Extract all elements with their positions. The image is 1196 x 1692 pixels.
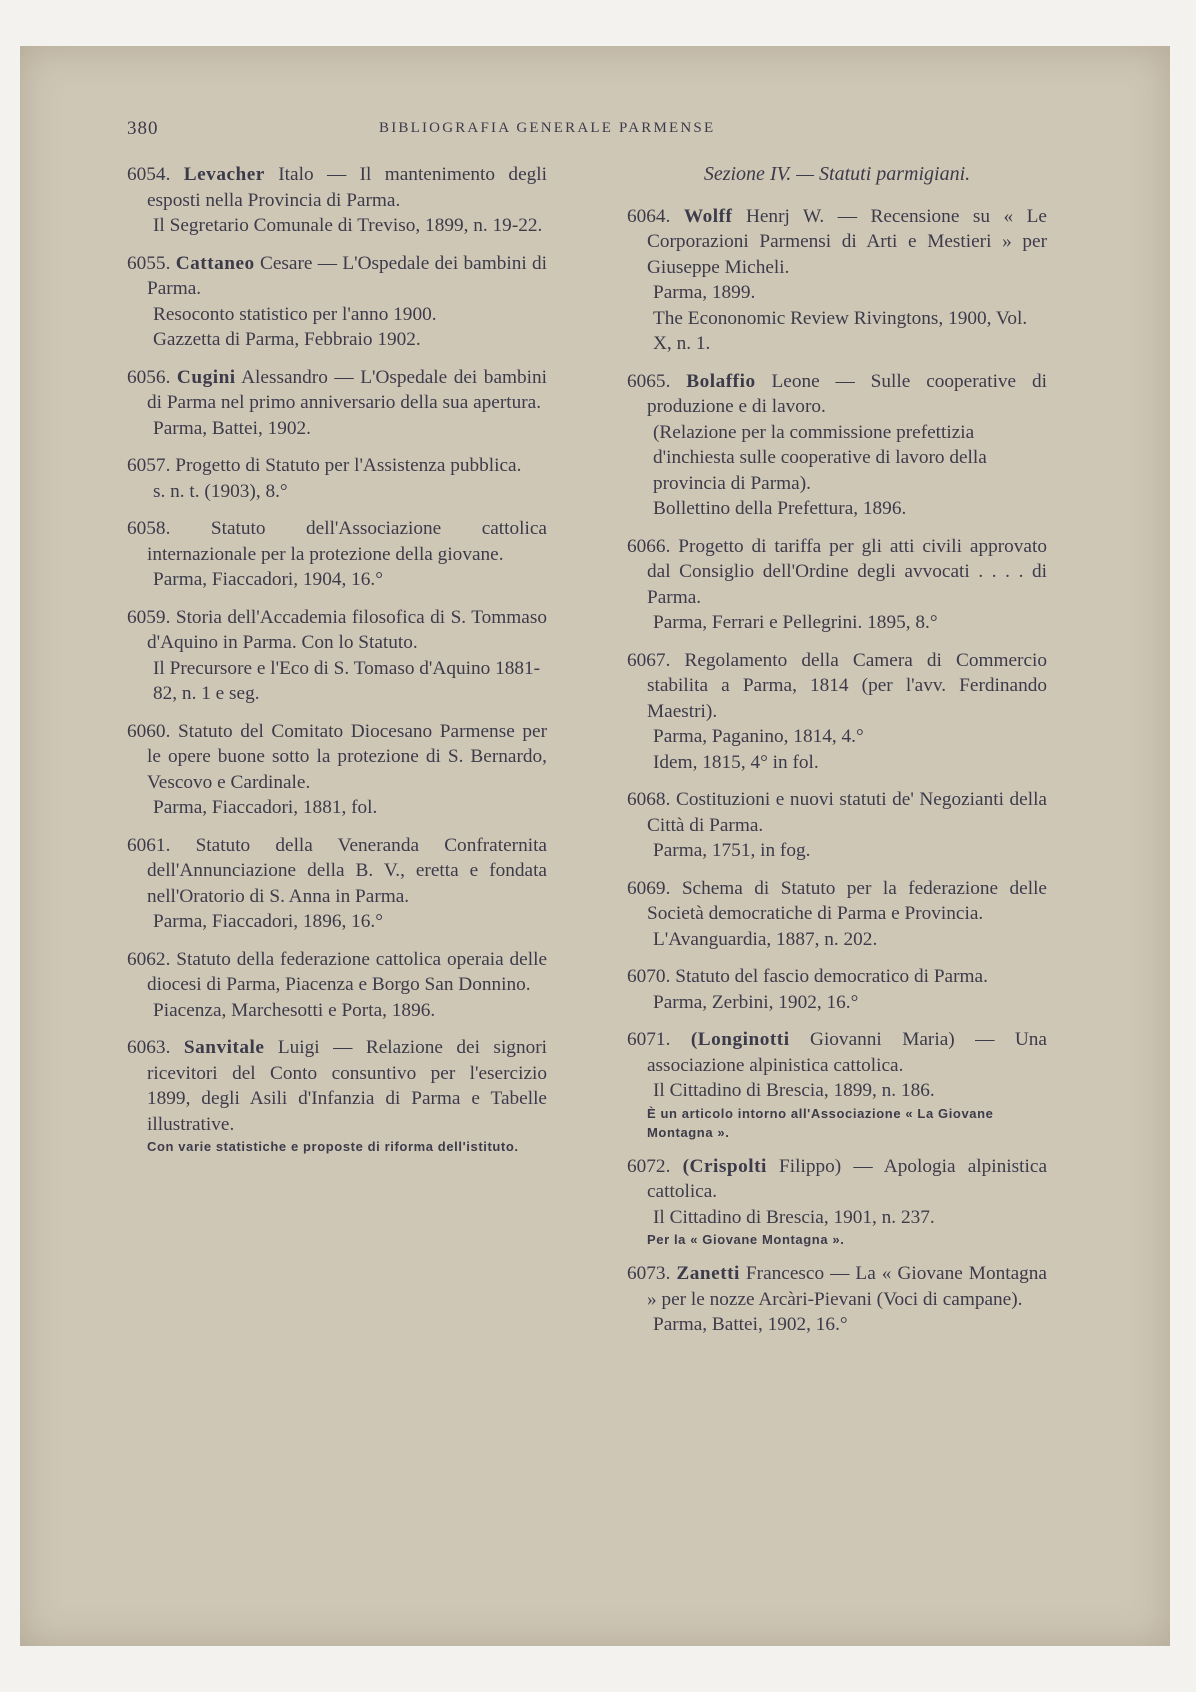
bib-entry	[127, 365, 547, 442]
entry-number: 6062.	[127, 948, 171, 970]
entry-publication: Parma, Ferrari e Pellegrini. 1895, 8.°	[653, 612, 938, 633]
entry-publication: Parma, 1751, in fog.	[653, 840, 811, 861]
bib-entry	[127, 605, 547, 707]
entry-publication: Il Cittadino di Brescia, 1901, n. 237.	[653, 1206, 935, 1228]
entry-title: Giovanni Maria) — Una associazione alpinistica cattolica.	[647, 1029, 1047, 1076]
bib-entry	[627, 369, 1047, 522]
entry-title: Filippo) — Apologia alpinistica cattolica.	[647, 1155, 1047, 1202]
entry-body	[127, 516, 547, 567]
entry-author: Wolff	[683, 205, 733, 227]
entry-author: Bolaffio	[686, 370, 756, 392]
entry-body	[127, 1035, 547, 1137]
entry-publication: Resoconto statistico per l'anno 1900.	[153, 303, 437, 325]
entry-publication: Parma, Paganino, 1814, 4.°	[653, 726, 864, 747]
entry-publication: Idem, 1815, 4° in fol.	[653, 751, 819, 773]
entry-author: (Longinotti	[690, 1029, 790, 1050]
entry-body	[627, 648, 1047, 725]
entry-title: Cesare — L'Ospedale dei bambini di Parma.	[147, 252, 547, 299]
page-header	[127, 118, 957, 148]
entry-title: Statuto dell'Associazione cattolica internazionale per la protezione della giovane.	[147, 518, 547, 565]
entry-title: Statuto della federazione cattolica operaia delle diocesi di Parma, Piacenza e Borgo San Donnino.	[147, 948, 547, 995]
bib-entry	[627, 648, 1047, 776]
entry-author: Sanvitale	[183, 1037, 265, 1058]
section-title: Sezione IV. — Statuti parmigiani.	[703, 163, 971, 185]
entry-publication: L'Avanguardia, 1887, n. 202.	[653, 928, 878, 950]
bib-entry	[627, 1154, 1047, 1250]
entry-number: 6064.	[627, 205, 671, 227]
scanned-page	[20, 46, 1170, 1646]
entry-title: Progetto di tariffa per gli atti civili approvato dal Consiglio dell'Ordine degli avvocati . . . . di Parma.	[647, 535, 1047, 608]
entry-body	[627, 787, 1047, 838]
entry-body	[627, 876, 1047, 927]
entry-publication: Parma, Fiaccadori, 1904, 16.°	[153, 569, 383, 590]
entry-number: 6070.	[627, 966, 671, 987]
entry-title: Henrj W. — Recensione su « Le Corporazioni Parmensi di Arti e Mestieri » per Giuseppe Micheli.	[647, 205, 1047, 278]
entry-title: Italo — Il mantenimento degli esposti nella Provincia di Parma.	[147, 164, 547, 211]
entry-title: Costituzioni e nuovi statuti de' Negozianti della Città di Parma.	[647, 789, 1047, 836]
entry-author: Levacher	[183, 164, 265, 185]
bib-entry	[627, 876, 1047, 953]
entry-title: Progetto di Statuto per l'Assistenza pubblica.	[175, 455, 522, 476]
entry-number: 6071.	[627, 1029, 671, 1050]
entry-publication: Piacenza, Marchesotti e Porta, 1896.	[153, 999, 436, 1021]
entry-title: Alessandro — L'Ospedale dei bambini di Parma nel primo anniversario della sua apertura.	[147, 366, 547, 413]
entry-body	[627, 1027, 1047, 1078]
entry-number: 6058.	[127, 518, 171, 539]
entry-title: Luigi — Relazione dei signori ricevitori del Conto consuntivo per l'esercizio 1899, degli Asili d'Infanzia di Parma e Tabelle illustrative.	[147, 1037, 547, 1135]
bib-entry	[127, 251, 547, 353]
bib-entry	[627, 787, 1047, 864]
entry-number: 6055.	[127, 252, 171, 274]
entry-publication: Il Cittadino di Brescia, 1899, n. 186.	[653, 1080, 935, 1101]
entry-number: 6067.	[627, 649, 671, 671]
entry-number: 6057.	[127, 455, 171, 476]
entry-publication: Parma, 1899.	[653, 282, 756, 303]
entry-number: 6072.	[627, 1155, 671, 1177]
entry-title: Statuto della Veneranda Confraternita dell'Annunciazione della B. V., eretta e fondata nell'Oratorio di S. Anna in Parma.	[147, 834, 547, 907]
entry-publication: Bollettino della Prefettura, 1896.	[653, 498, 907, 519]
bib-entry	[127, 833, 547, 935]
entry-publication: Parma, Fiaccadori, 1896, 16.°	[153, 911, 383, 932]
entry-title: Statuto del fascio democratico di Parma.	[675, 966, 988, 987]
entry-body	[127, 365, 547, 416]
entry-number: 6054.	[127, 164, 171, 185]
entry-publication: Parma, Battei, 1902, 16.°	[653, 1314, 848, 1335]
left-column	[127, 162, 547, 1168]
bib-entry	[627, 1027, 1047, 1142]
entry-body	[627, 1154, 1047, 1205]
entry-title: Leone — Sulle cooperative di produzione e di lavoro.	[647, 370, 1047, 417]
entry-body	[127, 453, 547, 479]
entry-publication: Parma, Battei, 1902.	[153, 417, 311, 439]
entry-number: 6068.	[627, 789, 671, 810]
entry-title: Schema di Statuto per la federazione delle Società democratiche di Parma e Provincia.	[647, 877, 1047, 924]
entry-publication: Gazzetta di Parma, Febbraio 1902.	[153, 329, 421, 350]
entry-body	[127, 947, 547, 998]
bib-entry	[127, 1035, 547, 1156]
entry-author: Zanetti	[676, 1263, 740, 1284]
bib-entry	[627, 964, 1047, 1015]
entry-title: Statuto del Comitato Diocesano Parmense per le opere buone sotto la protezione di S. Bernardo, Vescovo e Cardinale.	[147, 720, 547, 793]
entry-number: 6063.	[127, 1037, 171, 1058]
bib-entry	[627, 534, 1047, 636]
entry-publication: The Econonomic Review Rivingtons, 1900, Vol. X, n. 1.	[653, 307, 1028, 354]
bib-entry	[127, 947, 547, 1024]
entry-number: 6056.	[127, 366, 171, 388]
entry-number: 6073.	[627, 1263, 671, 1284]
entry-note: È un articolo intorno all'Associazione « La Giovane Montagna ».	[647, 1105, 994, 1140]
entry-title: Storia dell'Accademia filosofica di S. Tommaso d'Aquino in Parma. Con lo Statuto.	[147, 606, 547, 653]
entry-title: Regolamento della Camera di Commercio stabilita a Parma, 1814 (per l'avv. Ferdinando Maestri).	[647, 649, 1047, 722]
entry-publication: Il Segretario Comunale di Treviso, 1899, n. 19-22.	[153, 215, 543, 236]
entry-publication: Il Precursore e l'Eco di S. Tomaso d'Aquino 1881-82, n. 1 e seg.	[153, 657, 541, 704]
entry-note: Per la « Giovane Montagna ».	[647, 1232, 845, 1247]
entry-number: 6066.	[627, 535, 671, 557]
entry-publication: Parma, Zerbini, 1902, 16.°	[653, 991, 859, 1013]
entry-note: Con varie statistiche e proposte di riforma dell'istituto.	[147, 1139, 519, 1154]
bib-entry	[127, 162, 547, 239]
entry-number: 6065.	[627, 370, 671, 392]
entry-number: 6060.	[127, 720, 171, 742]
entry-body	[627, 1261, 1047, 1312]
entry-body	[627, 369, 1047, 420]
entry-body	[627, 204, 1047, 281]
entry-body	[627, 964, 1047, 990]
entry-number: 6061.	[127, 834, 171, 856]
entry-author: Cugini	[176, 366, 236, 388]
bib-entry	[127, 516, 547, 593]
entry-title: Francesco — La « Giovane Montagna » per le nozze Arcàri-Pievani (Voci di campane).	[647, 1263, 1047, 1310]
entry-body	[127, 719, 547, 796]
bib-entry	[627, 1261, 1047, 1338]
entry-body	[127, 833, 547, 910]
entry-publication: s. n. t. (1903), 8.°	[153, 480, 288, 502]
right-column	[627, 162, 1047, 1350]
entry-body	[127, 605, 547, 656]
entry-body	[627, 534, 1047, 611]
running-title: BIBLIOGRAFIA GENERALE PARMENSE	[379, 120, 716, 136]
entry-body	[127, 251, 547, 302]
page-content	[20, 46, 1170, 1646]
entry-number: 6069.	[627, 877, 671, 899]
entry-author: Cattaneo	[175, 252, 255, 274]
entry-publication: (Relazione per la commissione prefettizia d'inchiesta sulle cooperative di lavoro della provincia di Parma).	[653, 421, 987, 494]
entry-author: (Crispolti	[682, 1155, 767, 1177]
bib-entry	[127, 453, 547, 504]
entry-publication: Parma, Fiaccadori, 1881, fol.	[153, 797, 378, 818]
bib-entry	[627, 204, 1047, 357]
entry-number: 6059.	[127, 606, 171, 628]
page-number: 380	[127, 118, 159, 139]
bib-entry	[127, 719, 547, 821]
entry-body	[127, 162, 547, 213]
